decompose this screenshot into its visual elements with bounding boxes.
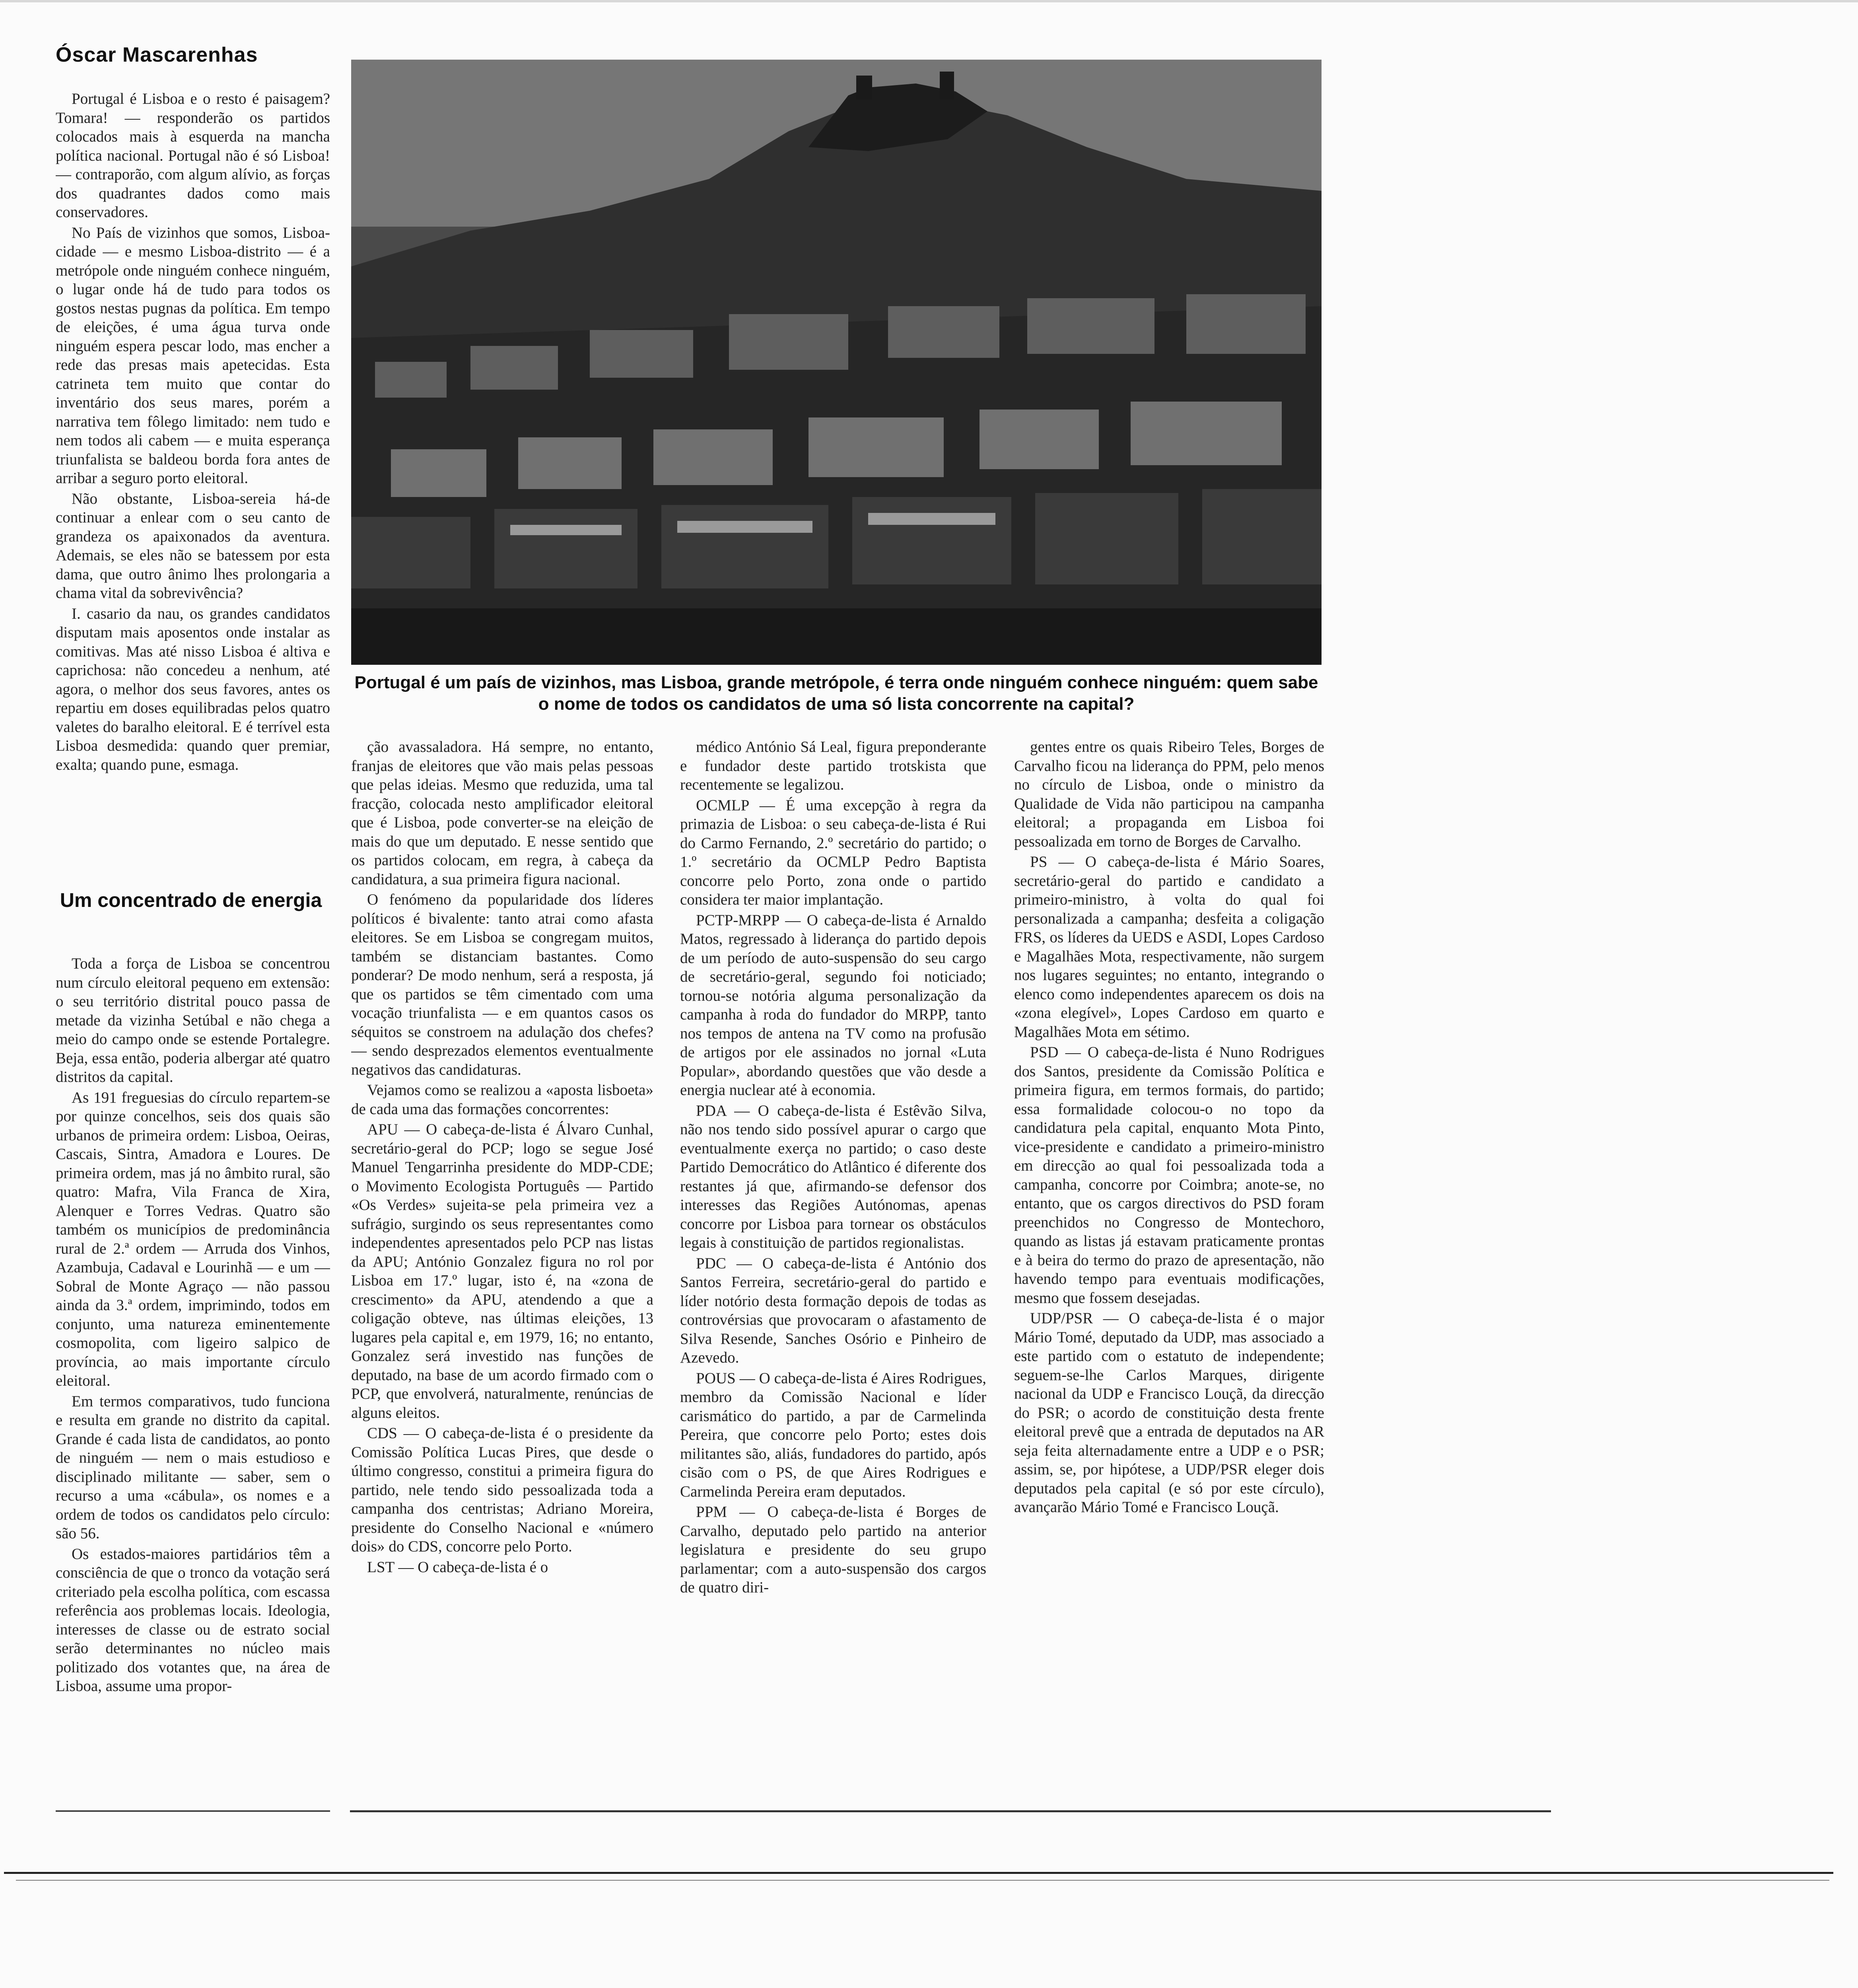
page-fold-line (4, 1872, 1833, 1874)
paragraph: APU — O cabeça-de-lista é Álvaro Cunhal, secretário-geral do PCP; logo se segue José Manuel Tengarrinha presidente do MDP-CDE; o Movimento Ecologista Português — Partido «Os Verdes» sujeita-se pela primeira vez a sufrágio, surgindo os seus representantes como independentes apresentados pelo PCP nas listas da APU; António Gonzalez figura no rol por Lisboa em 17.º lugar, isto é, na «zona de crescimento» da APU, atendendo a que a coligação obteve, nas últimas eleições, 13 lugares pela capital e, em 1979, 16; no entanto, Gonzalez será investido nas funções de deputado, na base de um acordo firmado com o PCP, que envolverá, naturalmente, renúncias de alguns eleitos. (351, 1121, 653, 1421)
bottom-rule (350, 1810, 1551, 1812)
paragraph: médico António Sá Leal, figura preponderante e fundador deste partido trotskista que recentemente se legalizou. (680, 738, 986, 793)
column-1-intro (56, 89, 330, 885)
paragraph: Portugal é Lisboa e o resto é paisagem? Tomara! — responderão os partidos colocados mais à esquerda na mancha política nacional. Portugal não é só Lisboa! — contraporão, com algum alívio, as forças dos quadrantes dados como mais conservadores. (56, 90, 330, 221)
paragraph: O fenómeno da popularidade dos líderes políticos é bivalente: tanto atrai como afasta eleitores. Se em Lisboa se congregam muitos, também se distanciam bastantes. Como ponderar? De modo nenhum, será a resposta, já que os partidos se têm cimentado com uma vocação triunfalista — e em quantos casos os séquitos se constroem na adulação dos chefes? — sendo desprezados elementos eventualmente negativos das candidaturas. (351, 891, 653, 1078)
column-rule (56, 1810, 330, 1812)
paragraph: UDP/PSR — O cabeça-de-lista é o major Mário Tomé, deputado da UDP, mas associado a este partido com o estatuto de independente; seguem-se-lhe Carlos Marques, dirigente nacional da UDP e Francisco Louçã, da direcção do PSR; o acordo de constituição desta frente eleitoral prevê que a entrada de deputados na AR seja feita alternadamente entre a UDP e o PSR; assim, se, por hipótese, a UDP/PSR eleger dois deputados pela capital (e só por este círculo), avançarão Mário Tomé e Francisco Louçã. (1014, 1310, 1324, 1516)
scan-edge (0, 0, 1858, 2)
paragraph: PDA — O cabeça-de-lista é Estêvão Silva, não nos tendo sido possível apurar o cargo que eventualmente exerça no partido; o caso deste Partido Democrático do Atlântico é diferente dos restantes já que, afirmando-se defensor dos interesses das Regiões Autónomas, apenas concorre por Lisboa para tornear os obstáculos legais à constituição de partidos regionalistas. (680, 1102, 986, 1251)
paragraph: I. casario da nau, os grandes candidatos disputam mais aposentos onde instalar as comitivas. Mas até nisso Lisboa é altiva e caprichosa: não concedeu a nenhum, até agora, o melhor dos seus favores, antes os repartiu em doses equilibradas pelos quatro valetes do baralho eleitoral. E é terrível esta Lisboa desmedida: quando quer premiar, exalta; quando pune, esmaga. (56, 605, 330, 773)
paragraph: POUS — O cabeça-de-lista é Aires Rodrigues, membro da Comissão Nacional e líder carismático do partido, a par de Carmelinda Pereira, que concorre pelo Porto; estes dois militantes são, aliás, fundadores do partido, após cisão com o PS, de que Aires Rodrigues e Carmelinda Pereira eram deputados. (680, 1369, 986, 1500)
paragraph: Toda a força de Lisboa se concentrou num círculo eleitoral pequeno em extensão: o seu território distrital pouco passa de metade da vizinha Setúbal e não chega a meio do campo onde se estende Portalegre. Beja, essa então, poderia albergar até quatro distritos da capital. (56, 955, 330, 1085)
paragraph: PDC — O cabeça-de-lista é António dos Santos Ferreira, secretário-geral do partido e líder notório desta formação depois de todas as controvérsias que provocaram o afastamento de Silva Resende, Sanches Osório e Pinheiro de Azevedo. (680, 1254, 986, 1366)
paragraph: PPM — O cabeça-de-lista é Borges de Carvalho, deputado pelo partido na anterior legislatura e presidente do seu grupo parlamentar; com a auto-suspensão dos cargos de quatro diri- (680, 1503, 986, 1596)
paragraph: CDS — O cabeça-de-lista é o presidente da Comissão Política Lucas Pires, que desde o último congresso, constitui a primeira figura do partido, nele tendo sido pessoalizada toda a campanha dos centristas; Adriano Moreira, presidente do Conselho Nacional e «número dois» do CDS, concorre pelo Porto. (351, 1425, 653, 1555)
column-4 (1014, 738, 1324, 1807)
lisbon-photo (351, 60, 1322, 665)
paragraph: Não obstante, Lisboa-sereia há-de continuar a enlear com o seu canto de grandeza os apaixonados da aventura. Ademais, se eles não se batessem por esta dama, que outro ânimo lhes prolongaria a chama vital da sobrevivência? (56, 490, 330, 602)
paragraph: Os estados-maiores partidários têm a consciência de que o tronco da votação será criteriado pela escolha política, com escassa referência aos problemas locais. Ideologia, interesses de classe ou de estrato social serão determinantes no núcleo mais politizado dos votantes que, na área de Lisboa, assume uma propor- (56, 1545, 330, 1695)
paragraph: gentes entre os quais Ribeiro Teles, Borges de Carvalho ficou na liderança do PPM, pelo menos no círculo de Lisboa, onde o ministro da Qualidade de Vida não participou na campanha eleitoral; a propaganda em Lisboa foi pessoalizada em torno de Borges de Carvalho. (1014, 738, 1324, 850)
paragraph: LST — O cabeça-de-lista é o (367, 1558, 548, 1576)
byline: Óscar Mascarenhas (56, 43, 258, 66)
paragraph: As 191 freguesias do círculo repartem-se por quinze concelhos, seis dos quais são urbanos de primeira ordem: Lisboa, Oeiras, Cascais, Sintra, Amadora e Loures. De primeira ordem, mas já no âmbito rural, são quatro: Mafra, Vila Franca de Xira, Alenquer e Torres Vedras. Quatro são também os municípios de predominância rural de 2.ª ordem — Arruda dos Vinhos, Azambuja, Cadaval e Lourinhã — e um — Sobral de Monte Agraço — não passou ainda da 3.ª ordem, imprimindo, todos em conjunto, uma natureza eminentemente cosmopolita, com ligeiro salpico de província, ao mais importante círculo eleitoral. (56, 1089, 330, 1389)
column-3 (680, 738, 986, 1807)
photo-caption: Portugal é um país de vizinhos, mas Lisboa, grande metrópole, é terra onde ninguém conhece ninguém: quem sabe o nome de todos os candidatos de uma só lista concorrente na capital? (354, 673, 1318, 714)
paragraph: PCTP-MRPP — O cabeça-de-lista é Arnaldo Matos, regressado à liderança do partido depois de um período de auto-suspensão do seu cargo de secretário-geral, segundo foi noticiado; tornou-se notória alguma personalização da campanha à roda do fundador do MRPP, tanto nos tempos de antena na TV como na profusão de artigos por ele assinados no jornal «Luta Popular», abordando questões que vão desde a energia nuclear até à economia. (680, 911, 986, 1099)
paragraph: PSD — O cabeça-de-lista é Nuno Rodrigues dos Santos, presidente da Comissão Política e primeira figura, em termos formais, do partido; essa formalidade colocou-o no topo da candidatura pela capital, enquanto Mota Pinto, vice-presidente e candidato a primeiro-ministro em direcção ao qual foi pessoalizada toda a campanha, concorre por Coimbra; anote-se, no entanto, que os cargos directivos do PSD foram preenchidos no Congresso de Montechoro, quando as listas já estavam praticamente prontas e à beira do termo do prazo de apresentação, não havendo tempo para eventuais modificações, mesmo que fossem desejadas. (1014, 1044, 1324, 1307)
subheading: Um concentrado de energia (60, 889, 322, 911)
paragraph: No País de vizinhos que somos, Lisboa-cidade — e mesmo Lisboa-distrito — é a metrópole onde ninguém conhece ninguém, o lugar onde há de tudo para todos os gostos nestas pugnas da política. Em tempo de eleições, é uma água turva onde ninguém espera pescar lodo, mas encher a rede das presas mais apetecidas. Esta catrineta tem muito que contar do inventário dos seus mares, porém a narrativa tem fôlego limitado: nem tudo e nem todos ali cabem — e muita esperança triunfalista se baldeou borda fora antes de arribar a seguro porto eleitoral. (56, 224, 330, 487)
paragraph: OCMLP — É uma excepção à regra da primazia de Lisboa: o seu cabeça-de-lista é Rui do Carmo Fernando, 2.º secretário do partido; o 1.º secretário da OCMLP Pedro Baptista concorre pelo Porto, zona onde o partido considera ter maior implantação. (680, 796, 986, 908)
paragraph: Vejamos como se realizou a «aposta lisboeta» de cada uma das formações concorrentes: (351, 1081, 653, 1118)
column-1-body (56, 954, 330, 1805)
paragraph: ção avassaladora. Há sempre, no entanto, franjas de eleitores que vão mais pelas pessoas que pelas ideias. Mesmo que reduzida, uma tal fracção, colocada nesto amplificador eleitoral que é Lisboa, pode converter-se na eleição de mais do que um deputado. E nesse sentido que os partidos colocam, em regra, à cabeça da candidatura, a sua primeira figura nacional. (351, 738, 653, 888)
paragraph: Em termos comparativos, tudo funciona e resulta em grande no distrito da capital. Grande é cada lista de candidatos, ao ponto de ninguém — nem o mais estudioso e disciplinado militante — saber, sem o recurso a uma «cábula», os nomes e a ordem de todos os candidatos pelo círculo: são 56. (56, 1392, 330, 1542)
paragraph: PS — O cabeça-de-lista é Mário Soares, secretário-geral do partido e candidato a primeiro-ministro, à volta do qual foi personalizada a campanha; desfeita a coligação FRS, os líderes da UEDS e ASDI, Lopes Cardoso e Magalhães Mota, respectivamente, não surgem nos lugares seguintes; no entanto, integrando o elenco como independentes aparecem os dois na «zona elegível», Lopes Cardoso em quarto e Magalhães Mota em sétimo. (1014, 853, 1324, 1041)
column-2 (351, 738, 653, 1807)
page-fold-shadow (16, 1880, 1829, 1881)
